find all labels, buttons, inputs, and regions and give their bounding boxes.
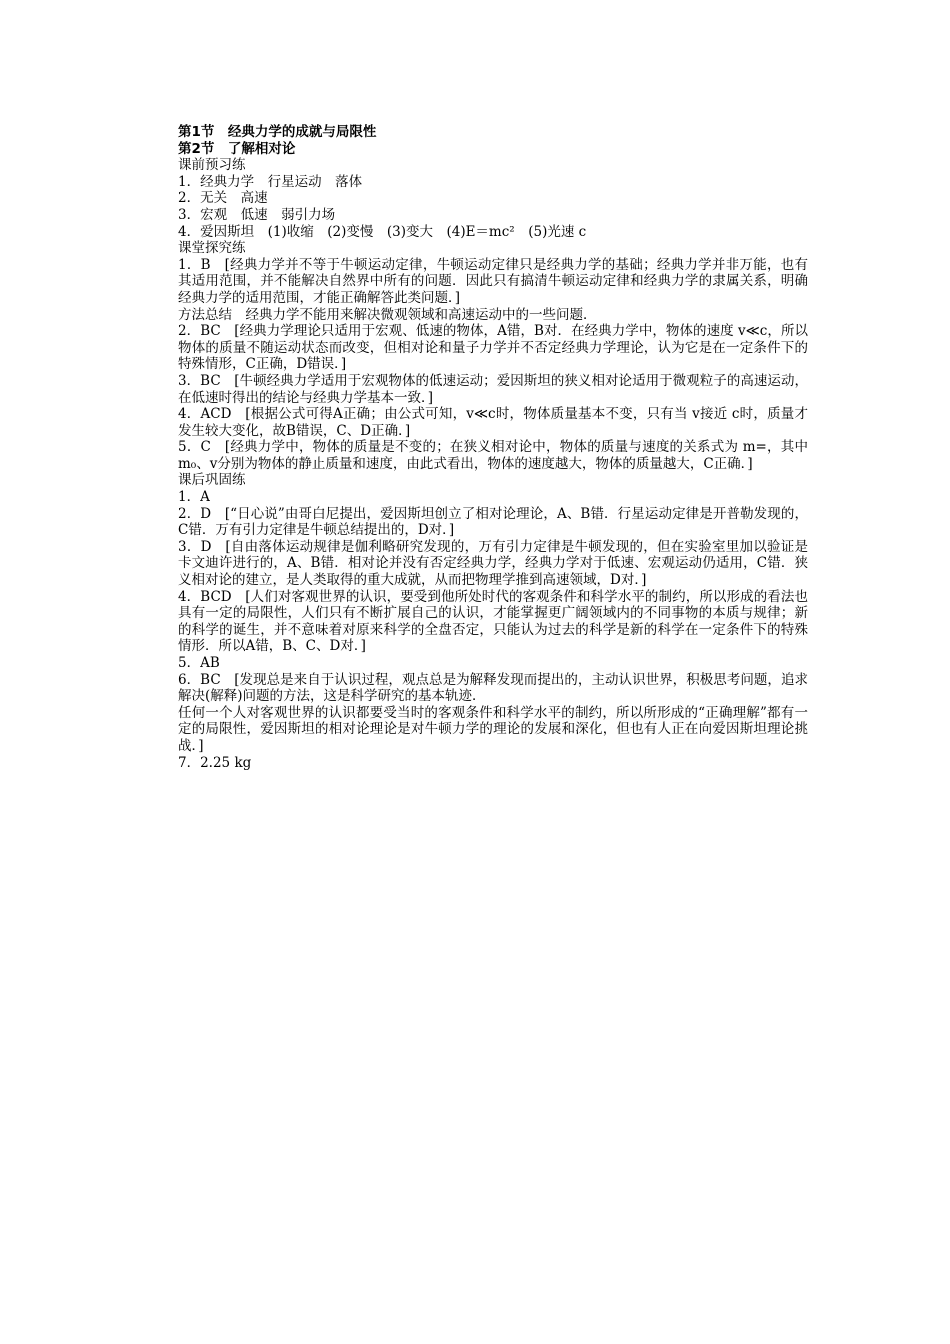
class-answer-1: 1．B [经典力学并不等于牛顿运动定律，牛顿运动定律只是经典力学的基础；经典力学并非万能，也有其适用范围，并不能解决自然界中所有的问题．因此只有搞清牛顿运动定律和经典力学的隶属关系，明确经典力学的适用范围，才能正确解答此类问题．] bbox=[178, 256, 808, 306]
post-answer-3: 3．D [自由落体运动规律是伽利略研究发现的，万有引力定律是牛顿发现的，但在实验室里加以验证是卡文迪许进行的，A、B错．相对论并没有否定经典力学，经典力学对于低速、宏观运动仍适用，C错．狭义相对论的建立，是人类取得的重大成就，从而把物理学推到高速领域，D对．] bbox=[178, 538, 808, 589]
pre-item-4: 4．爱因斯坦 (1)收缩 (2)变慢 (3)变大 (4)E＝mc² (5)光速 c bbox=[178, 223, 587, 240]
post-answer-7: 7．2.25 kg bbox=[178, 754, 252, 771]
post-answer-1: 1．A bbox=[178, 489, 210, 506]
class-answer-2: 2．BC [经典力学理论只适用于宏观、低速的物体，A错，B对．在经典力学中，物体的速度 v≪c，所以物体的质量不随运动状态而改变，但相对论和量子力学并不否定经典力学理论，认为它是在一定条件下的特殊情形，C正确，D错误．] bbox=[178, 323, 808, 373]
class-answer-3: 3．BC [牛顿经典力学适用于宏观物体的低速运动；爱因斯坦的狭义相对论适用于微观粒子的高速运动，在低速时得出的结论与经典力学基本一致．] bbox=[178, 372, 808, 406]
post-answer-5: 5．AB bbox=[178, 655, 220, 671]
answer-content bbox=[178, 124, 808, 771]
section-heading-1: 第1节 经典力学的成就与局限性 bbox=[178, 124, 377, 140]
after-class-title: 课后巩固练 bbox=[178, 472, 246, 489]
in-class-title: 课堂探究练 bbox=[178, 240, 246, 257]
section-heading-2: 第2节 了解相对论 bbox=[178, 140, 296, 157]
post-answer-6b: 任何一个人对客观世界的认识都要受当时的客观条件和科学水平的制约，所以所形成的“正确理解”都有一定的局限性，爱因斯坦的相对论理论是对牛顿力学的理论的发展和深化，但也有人正在向爱因斯坦理论挑战．] bbox=[178, 704, 808, 754]
post-answer-6a: 6．BC [发现总是来自于认识过程，观点总是为解释发现而提出的，主动认识世界，积极思考问题，追求解决(解释)问题的方法，这是科学研究的基本轨迹． bbox=[178, 671, 808, 705]
class-answer-5: 5．C [经典力学中，物体的质量是不变的；在狭义相对论中，物体的质量与速度的关系式为 m=，其中 m₀、v分别为物体的静止质量和速度，由此式看出，物体的速度越大，物体的质量越大，C正确．] bbox=[178, 439, 808, 472]
class-answer-4: 4．ACD [根据公式可得A正确；由公式可知，v≪c时，物体质量基本不变，只有当 v接近 c时，质量才发生较大变化，故B错误，C、D正确．] bbox=[178, 406, 808, 439]
post-answer-4: 4．BCD [人们对客观世界的认识，要受到他所处时代的客观条件和科学水平的制约，所以形成的看法也具有一定的局限性，人们只有不断扩展自己的认识，才能掌握更广阔领域内的不同事物的本质与规律；新的科学的诞生，并不意味着对原来科学的全盘否定，只能认为过去的科学是新的科学在一定条件下的特殊情形．所以A错，B、C、D对．] bbox=[178, 588, 808, 655]
post-answer-2: 2．D [“日心说”由哥白尼提出，爱因斯坦创立了相对论理论，A、B错．行星运动定律是开普勒发现的，C错．万有引力定律是牛顿总结提出的，D对．] bbox=[178, 505, 808, 539]
pre-item-1: 1．经典力学 行星运动 落体 bbox=[178, 173, 363, 190]
pre-item-3: 3．宏观 低速 弱引力场 bbox=[178, 206, 336, 223]
pre-item-2: 2．无关 高速 bbox=[178, 190, 268, 207]
pre-class-title: 课前预习练 bbox=[178, 157, 246, 174]
method-summary: 方法总结 经典力学不能用来解决微观领域和高速运动中的一些问题． bbox=[178, 306, 597, 323]
